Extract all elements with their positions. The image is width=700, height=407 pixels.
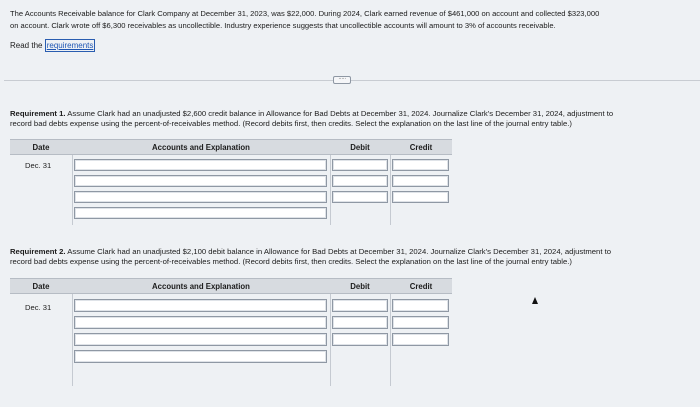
header-debit: Debit [350,281,370,291]
requirements-link[interactable]: requirements [46,41,94,50]
requirement-2-line-2: record bad debts expense using the percent-of-receivables method. (Record debits first, then credits. Select the explanation on the last line of the journal entry table.) [10,257,572,266]
requirement-2-lead: Requirement 2. [10,247,66,256]
requirement-1-line-1: Assume Clark had an unadjusted $2,600 credit balance in Allowance for Bad Debts at December 31, 2024. Journalize Clark's December 31, 2024, adjustment to [65,109,614,118]
credit-input-row-1[interactable] [392,299,449,312]
debit-input-row-2[interactable] [332,316,388,329]
credit-input-row-2[interactable] [392,316,449,329]
credit-input-row-3[interactable] [392,333,449,346]
table-2-date: Dec. 31 [25,303,52,312]
account-input-row-2[interactable] [74,175,327,187]
column-divider [72,294,73,386]
debit-input-row-3[interactable] [332,191,388,203]
account-input-row-1[interactable] [74,299,327,312]
problem-statement [10,8,698,32]
journal-table-2-header [10,278,452,294]
journal-table-1-body [10,155,452,225]
expand-collapse-button[interactable]: ····· [333,76,351,84]
requirement-2-text [10,247,700,267]
mouse-pointer-icon [532,297,538,304]
account-input-row-3[interactable] [74,191,327,203]
account-input-row-2[interactable] [74,316,327,329]
header-date: Date [32,281,50,291]
debit-input-row-3[interactable] [332,333,388,346]
explanation-input[interactable] [74,350,327,363]
explanation-input[interactable] [74,207,327,219]
debit-input-row-1[interactable] [332,299,388,312]
requirement-1-text [10,109,700,129]
column-divider [72,155,73,225]
table-1-date: Dec. 31 [25,161,52,170]
journal-table-1 [10,139,452,225]
journal-table-2 [10,278,452,386]
journal-table-1-header [10,139,452,155]
header-credit: Credit [409,142,433,152]
header-accounts: Accounts and Explanation [152,281,250,291]
requirement-2-line-1: Assume Clark had an unadjusted $2,100 debit balance in Allowance for Bad Debts at December 31, 2024. Journalize Clark's December 31, 2024, adjustment to [65,247,612,256]
account-input-row-1[interactable] [74,159,327,171]
credit-input-row-3[interactable] [392,191,449,203]
column-divider [330,155,331,225]
debit-input-row-1[interactable] [332,159,388,171]
requirement-1-lead: Requirement 1. [10,109,66,118]
credit-input-row-1[interactable] [392,159,449,171]
problem-line-2: on account. Clark wrote off $6,300 receivables as uncollectible. Industry experience suggests that uncollectible accounts will amount to 3% of accounts receivable. [10,21,556,30]
column-divider [390,155,391,225]
column-divider [330,294,331,386]
journal-table-2-body [10,294,452,386]
header-debit: Debit [350,142,370,152]
read-requirements-line [10,39,95,52]
credit-input-row-2[interactable] [392,175,449,187]
section-divider [4,80,700,81]
column-divider [390,294,391,386]
header-accounts: Accounts and Explanation [152,142,250,152]
read-prefix: Read the [10,41,43,50]
header-credit: Credit [409,281,433,291]
requirement-1-line-2: record bad debts expense using the percent-of-receivables method. (Record debits first, then credits. Select the explanation on the last line of the journal entry table.) [10,119,572,128]
header-date: Date [32,142,50,152]
problem-line-1: The Accounts Receivable balance for Clark Company at December 31, 2023, was $22,000. During 2024, Clark earned revenue of $461,000 on account and collected $323,000 [10,9,600,18]
debit-input-row-2[interactable] [332,175,388,187]
account-input-row-3[interactable] [74,333,327,346]
